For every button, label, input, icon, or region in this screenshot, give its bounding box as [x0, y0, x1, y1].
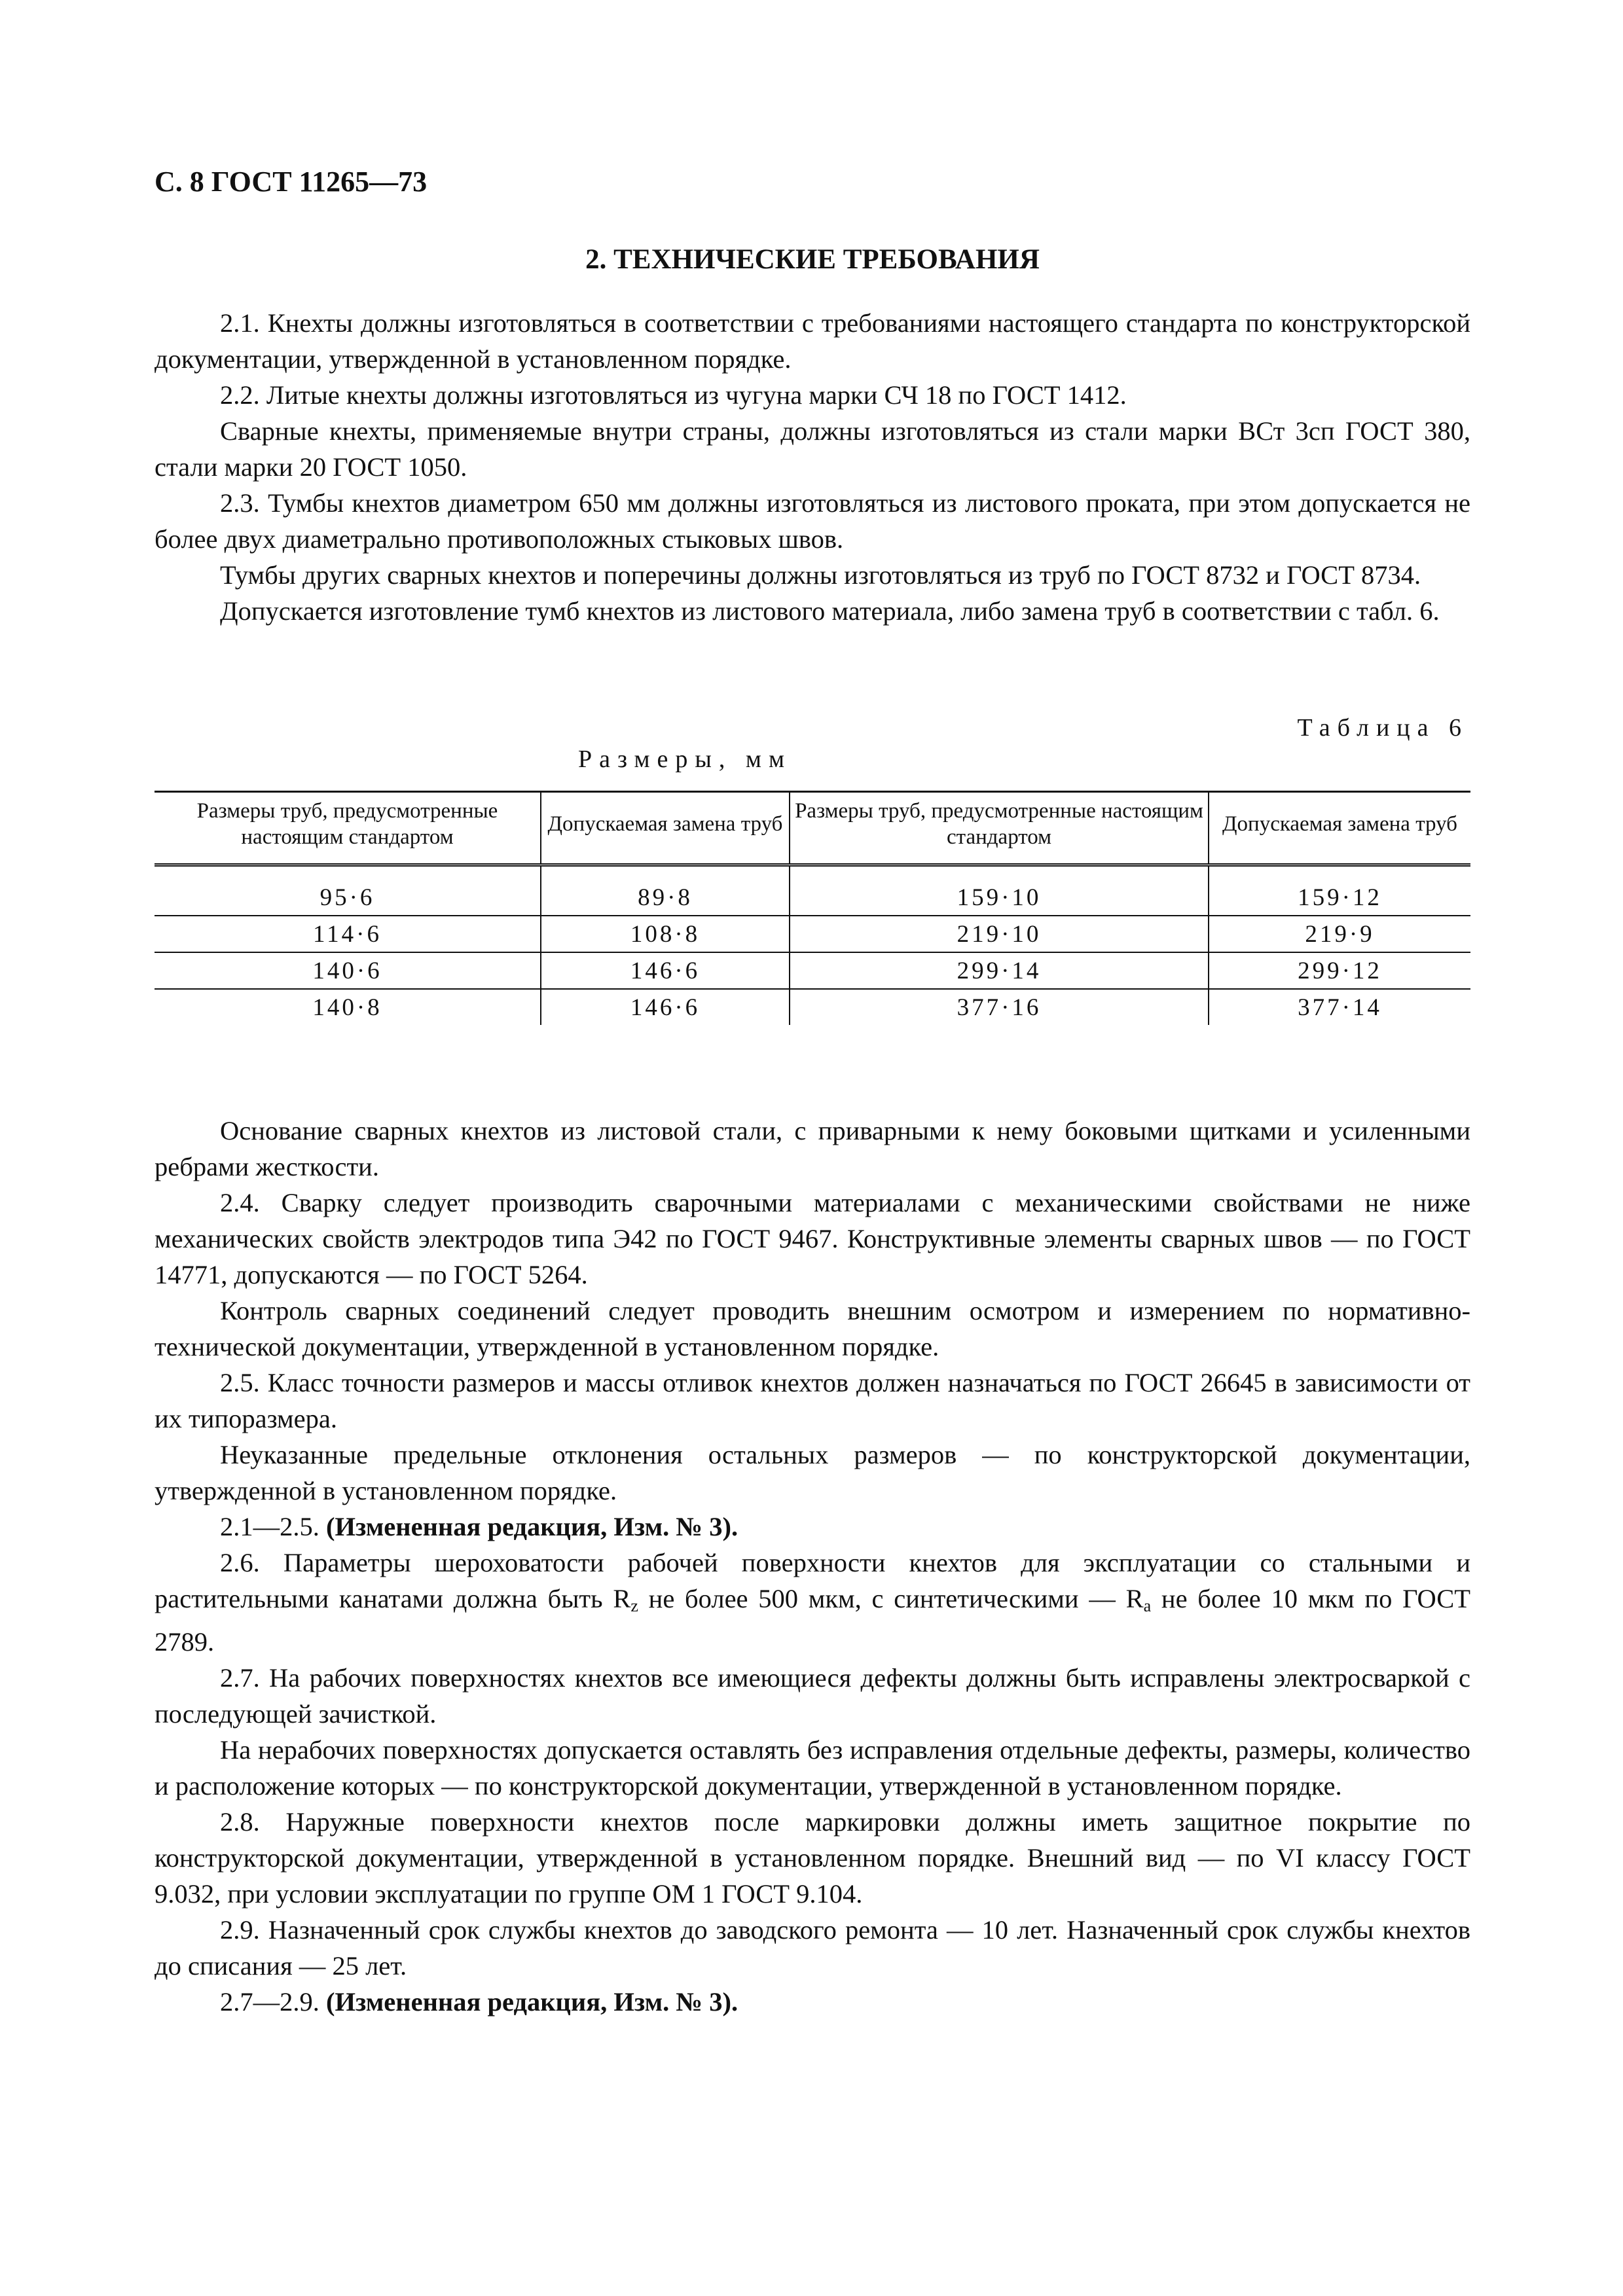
- section-title: 2. ТЕХНИЧЕСКИЕ ТРЕБОВАНИЯ: [585, 244, 1040, 275]
- column-header: Размеры труб, предусмотренные настоящим стандартом: [790, 792, 1209, 865]
- table-cell: 140·8: [312, 994, 382, 1021]
- table-row: [155, 916, 1470, 952]
- text-run: не более 500 мкм, с синтетическими — R: [638, 1584, 1144, 1613]
- table-units: Размеры, мм: [577, 745, 792, 773]
- subscript: a: [1143, 1596, 1152, 1615]
- table-cell: 219·10: [790, 916, 1209, 952]
- table-cell: 146·6: [541, 989, 790, 1025]
- table-cell: 219·9: [1209, 916, 1470, 952]
- paragraph: 2.7. На рабочих поверхностях кнехтов все имеющиеся дефекты должны быть исправлены электросваркой с последующей зачисткой.: [155, 1663, 1470, 1729]
- column-header: Допускаемая замена труб: [1209, 792, 1470, 865]
- paragraphs-top: [155, 305, 1470, 629]
- paragraph: Допускается изготовление тумб кнехтов из листового материала, либо замена труб в соответствии с табл. 6.: [220, 596, 1440, 626]
- paragraph: 2.3. Тумбы кнехтов диаметром 650 мм должны изготовляться из листового проката, при этом допускается не более двух диаметрально противоположных стыковых швов.: [155, 488, 1470, 554]
- table-cell: 108·8: [541, 916, 790, 952]
- paragraph: 2.5. Класс точности размеров и массы отливок кнехтов должен назначаться по ГОСТ 26645 в зависимости от их типоразмера.: [155, 1368, 1470, 1433]
- subscript: z: [630, 1596, 638, 1615]
- paragraph: Неуказанные предельные отклонения остальных размеров — по конструкторской документации, утвержденной в установленном порядке.: [155, 1440, 1470, 1505]
- amendment-ref: 2.7—2.9.: [220, 1987, 326, 2017]
- table-header-row: [155, 792, 1470, 865]
- paragraph-roughness: [155, 1545, 1470, 1660]
- pipe-sizes-table: [155, 791, 1470, 1025]
- table-cell: 299·14: [790, 952, 1209, 989]
- table-cell: 89·8: [541, 865, 790, 916]
- table-cell: 299·12: [1209, 952, 1470, 989]
- paragraph: Основание сварных кнехтов из листовой стали, с приварными к нему боковыми щитками и усиленными ребрами жесткости.: [155, 1116, 1470, 1181]
- table-row: [155, 952, 1470, 989]
- table-cell: 159·10: [790, 865, 1209, 916]
- paragraph: 2.8. Наружные поверхности кнехтов после маркировки должны иметь защитное покрытие по конструкторской документации, утвержденной в установленном порядке. Внешний вид — по VI классу ГОСТ 9.032, при условии эксплуатации по группе ОМ 1 ГОСТ 9.104.: [155, 1807, 1470, 1909]
- paragraph: Тумбы других сварных кнехтов и поперечины должны изготовляться из труб по ГОСТ 8732 и ГОСТ 8734.: [220, 560, 1421, 590]
- table-cell: 146·6: [541, 952, 790, 989]
- table-cell: 95·6: [155, 865, 541, 916]
- column-header: Размеры труб, предусмотренные настоящим стандартом: [155, 792, 541, 865]
- table-row: [155, 989, 1470, 1025]
- page-header: С. 8 ГОСТ 11265—73: [155, 166, 428, 198]
- paragraph: 2.9. Назначенный срок службы кнехтов до заводского ремонта — 10 лет. Назначенный срок службы кнехтов до списания — 25 лет.: [155, 1915, 1470, 1981]
- paragraph: Сварные кнехты, применяемые внутри страны, должны изготовляться из стали марки ВСт 3сп ГОСТ 380, стали марки 20 ГОСТ 1050.: [155, 416, 1470, 482]
- table-cell: 377·14: [1209, 989, 1470, 1025]
- table-cell: 159·12: [1209, 865, 1470, 916]
- paragraph: 2.2. Литые кнехты должны изготовляться из чугуна марки СЧ 18 по ГОСТ 1412.: [220, 380, 1127, 410]
- paragraphs-bottom: [155, 1113, 1470, 2020]
- table-cell: 377·16: [790, 989, 1209, 1025]
- amendment-text: (Измененная редакция, Изм. № 3).: [326, 1512, 739, 1541]
- text-run: не более 10 мкм по ГОСТ 2789.: [155, 1584, 1470, 1657]
- paragraph: Контроль сварных соединений следует проводить внешним осмотром и измерением по нормативно-технической документации, утвержденной в установленном порядке.: [155, 1296, 1470, 1361]
- amendment-note: [155, 1984, 1470, 2020]
- table-row: [155, 865, 1470, 916]
- paragraph: 2.4. Сварку следует производить сварочными материалами с механическими свойствами не ниже механических свойств электродов типа Э42 по ГОСТ 9467. Конструктивные элементы сварных швов — по ГОСТ 14771, допускаются — по ГОСТ 5264.: [155, 1188, 1470, 1289]
- paragraph: На нерабочих поверхностях допускается оставлять без исправления отдельные дефекты, размеры, количество и расположение которых — по конструкторской документации, утвержденной в установленном порядке.: [155, 1735, 1470, 1801]
- amendment-note: [155, 1509, 1470, 1545]
- table-cell: 140·6: [155, 952, 541, 989]
- table-caption: Таблица 6: [1297, 714, 1468, 742]
- amendment-ref: 2.1—2.5.: [220, 1512, 326, 1541]
- column-header: Допускаемая замена труб: [541, 792, 790, 865]
- amendment-text: (Измененная редакция, Изм. № 3).: [326, 1987, 739, 2017]
- table-cell: 114·6: [155, 916, 541, 952]
- paragraph: 2.1. Кнехты должны изготовляться в соответствии с требованиями настоящего стандарта по конструкторской документации, утвержденной в установленном порядке.: [155, 308, 1470, 374]
- text-run: 2.6. Параметры шероховатости рабочей поверхности кнехтов для эксплуатации со стальными и растительными канатами должна быть R: [155, 1548, 1470, 1613]
